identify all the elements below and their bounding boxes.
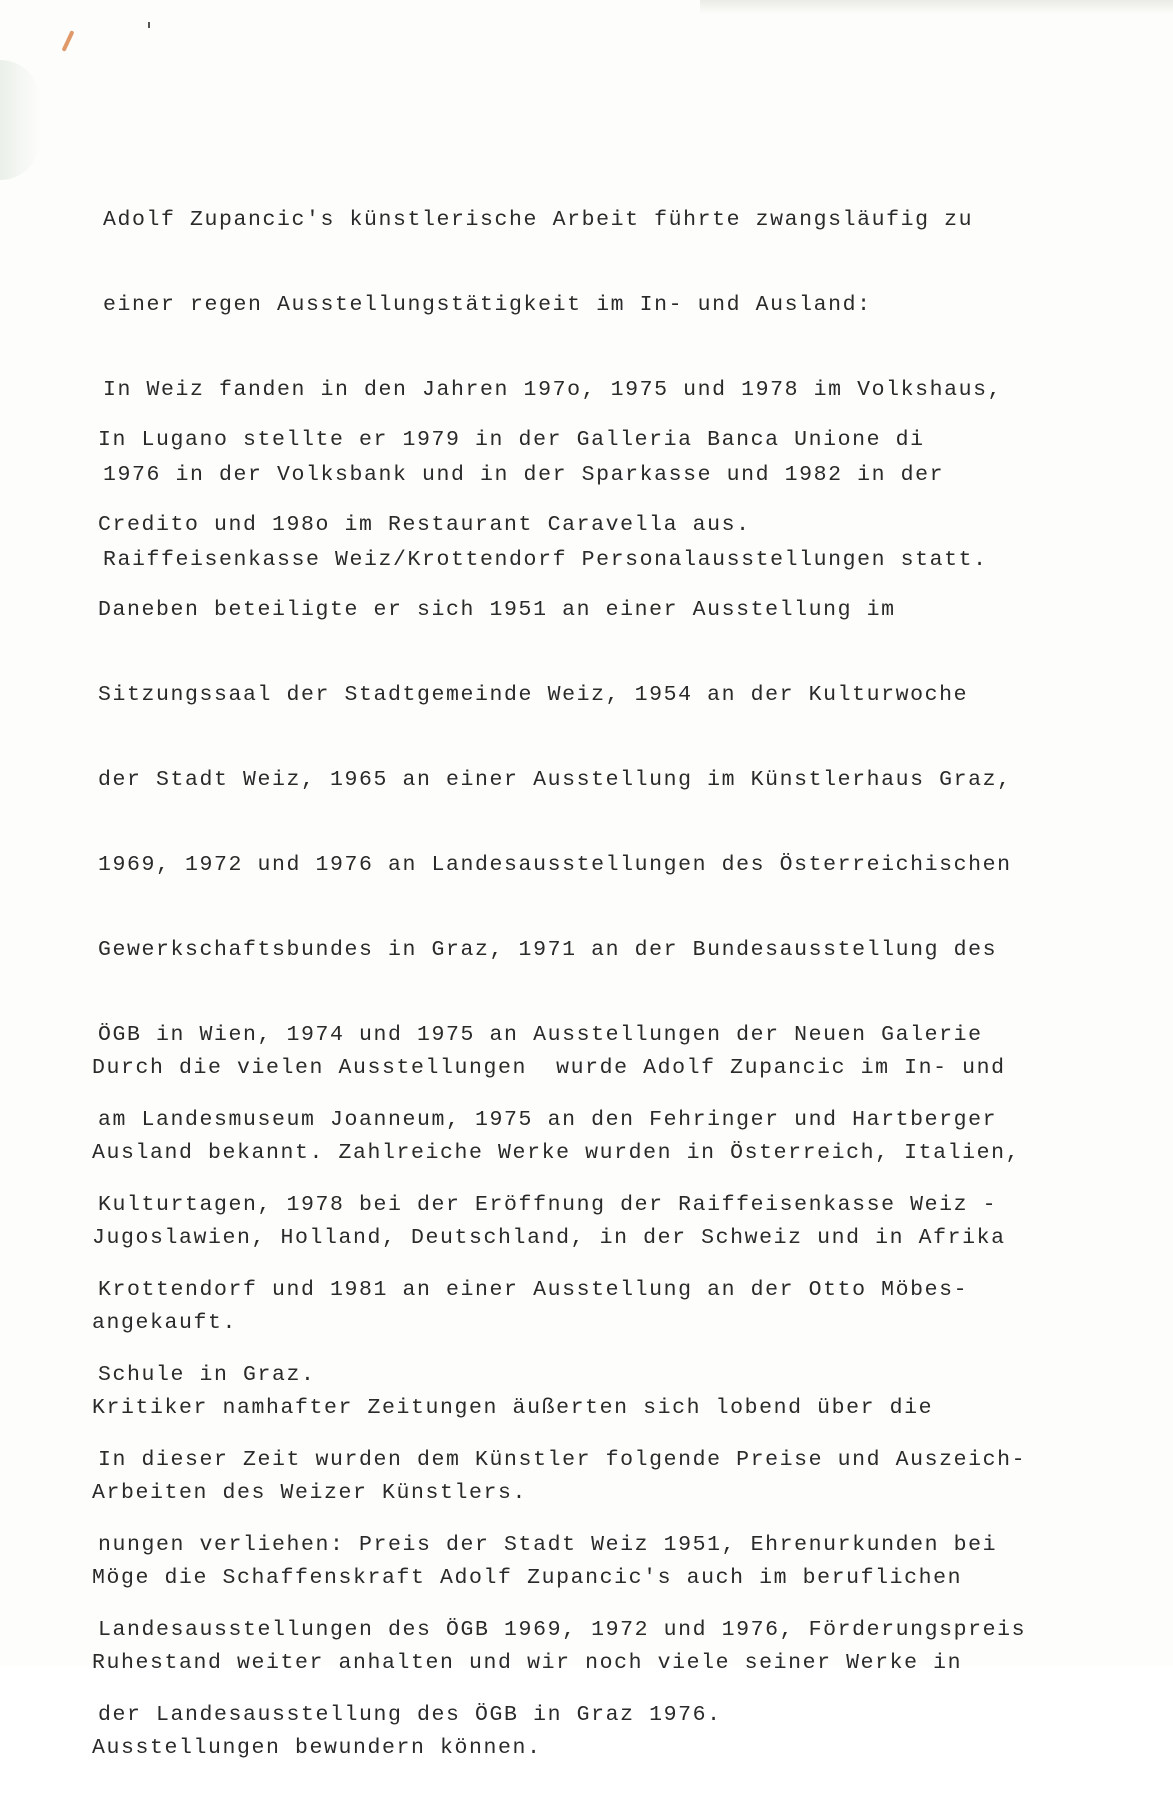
text-line: Adolf Zupancic's künstlerische Arbeit führte zwangsläufig zu [103, 208, 974, 232]
text-line: 1976 in der Volksbank und in der Sparkasse und 1982 in der [103, 463, 945, 487]
text-line: ÖGB in Wien, 1974 und 1975 an Ausstellungen der Neuen Galerie [98, 1023, 983, 1047]
text-line: Sitzungssaal der Stadtgemeinde Weiz, 1954 an der Kulturwoche [98, 683, 969, 707]
text-line: Möge die Schaffenskraft Adolf Zupancic's auch im beruflichen [92, 1566, 963, 1590]
text-line: der Landesausstellung des ÖGB in Graz 1976. [98, 1703, 722, 1727]
text-line: Raiffeisenkasse Weiz/Krottendorf Personalausstellungen statt. [103, 548, 988, 572]
text-line: Ausland bekannt. Zahlreiche Werke wurden in Österreich, Italien, [92, 1141, 1021, 1165]
text-line: Durch die vielen Ausstellungen wurde Adolf Zupancic im In- und [92, 1056, 1006, 1080]
text-line: Schule in Graz. [98, 1363, 316, 1387]
text-line: Jugoslawien, Holland, Deutschland, in der Schweiz und in Afrika [92, 1226, 1006, 1250]
page-top-shadow [700, 0, 1173, 14]
text-line: angekauft. [92, 1311, 238, 1335]
paragraph-recognition [92, 1002, 1052, 1815]
ink-tick [148, 22, 150, 28]
text-line: In Lugano stellte er 1979 in der Galleria Banca Unione di [98, 428, 925, 452]
text-line: Credito und 198o im Restaurant Caravella aus. [98, 513, 751, 537]
text-line: der Stadt Weiz, 1965 an einer Ausstellung im Künstlerhaus Graz, [98, 768, 1012, 792]
text-line: Ruhestand weiter anhalten und wir noch viele seiner Werke in [92, 1651, 963, 1675]
text-line: einer regen Ausstellungstätigkeit im In- und Ausland: [103, 293, 872, 317]
text-line: Ausstellungen bewundern können. [92, 1736, 542, 1760]
text-line: am Landesmuseum Joanneum, 1975 an den Fehringer und Hartberger [98, 1108, 998, 1132]
text-line: In Weiz fanden in den Jahren 197o, 1975 und 1978 im Volkshaus, [103, 378, 1003, 402]
text-line: Krottendorf und 1981 an einer Ausstellung an der Otto Möbes- [98, 1278, 969, 1302]
text-line: nungen verliehen: Preis der Stadt Weiz 1951, Ehrenurkunden bei [98, 1533, 998, 1557]
text-line: Kulturtagen, 1978 bei der Eröffnung der Raiffeisenkasse Weiz - [98, 1193, 998, 1217]
text-line: Arbeiten des Weizer Künstlers. [92, 1481, 528, 1505]
text-line: Kritiker namhafter Zeitungen äußerten sich lobend über die [92, 1396, 934, 1420]
text-line: Gewerkschaftsbundes in Graz, 1971 an der Bundesausstellung des [98, 938, 998, 962]
text-line: Landesausstellungen des ÖGB 1969, 1972 und 1976, Förderungspreis [98, 1618, 1027, 1642]
pencil-mark [62, 30, 75, 52]
text-line: Daneben beteiligte er sich 1951 an einer Ausstellung im [98, 598, 896, 622]
text-line: 1969, 1972 und 1976 an Landesausstellungen des Österreichischen [98, 853, 1012, 877]
text-line: In dieser Zeit wurden dem Künstler folgende Preise und Auszeich- [98, 1448, 1027, 1472]
page-corner-shadow [0, 60, 40, 180]
